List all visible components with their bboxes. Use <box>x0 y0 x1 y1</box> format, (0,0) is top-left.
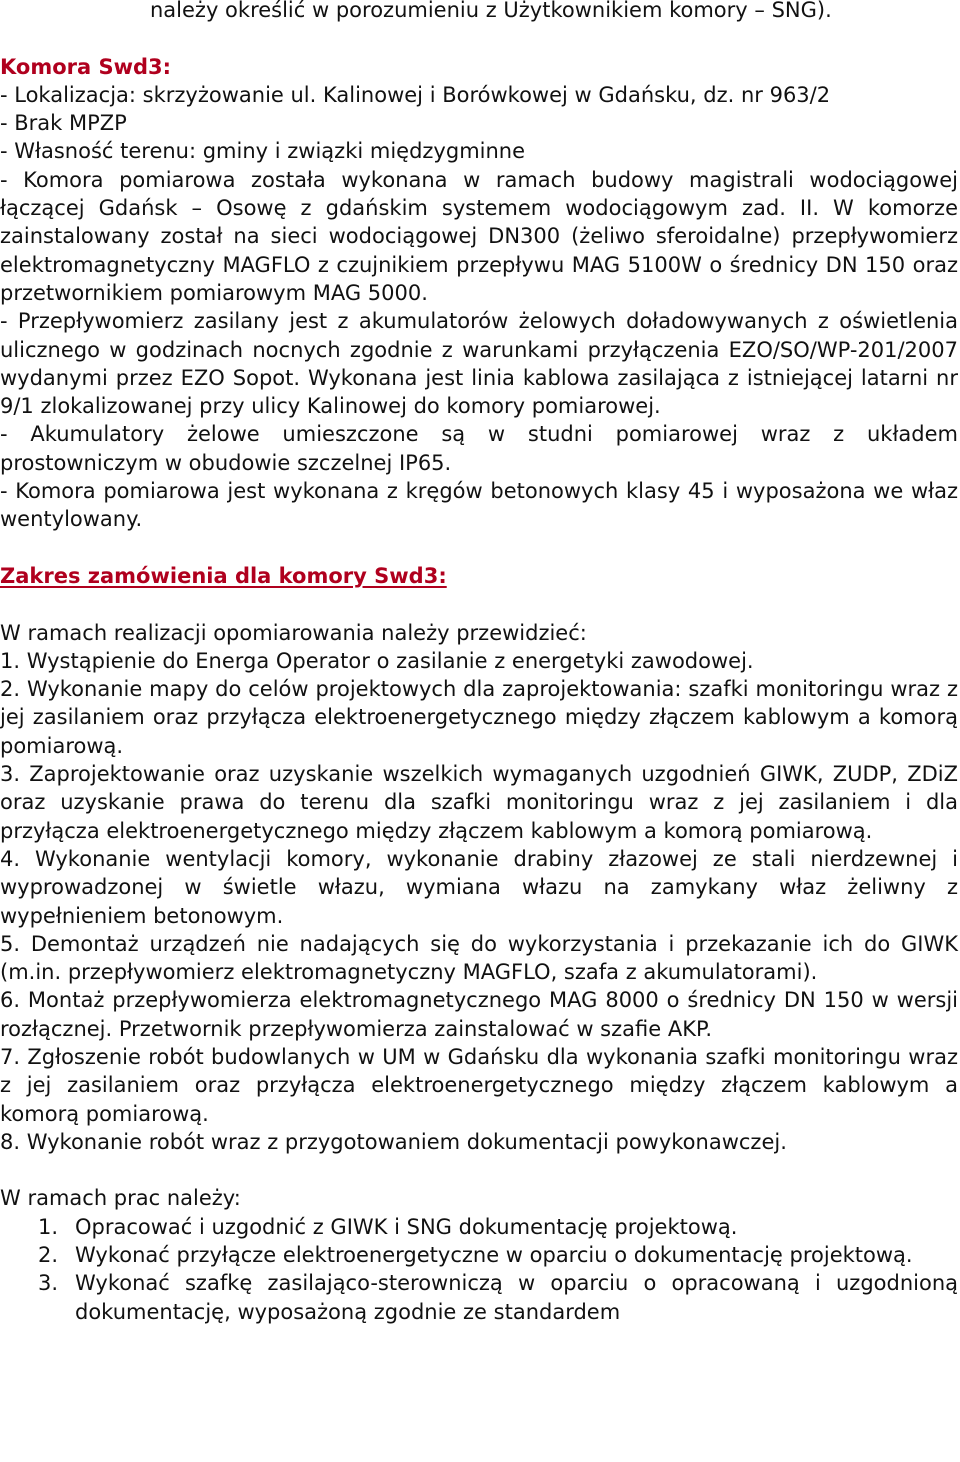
works-item-number: 2. <box>38 1243 59 1268</box>
works-item-number-cell <box>0 1269 75 1326</box>
spacer <box>0 534 958 562</box>
intro-tail: należy określić w porozumieniu z Użytkownikiem komory – SNG). <box>150 0 832 22</box>
spacer <box>0 24 958 52</box>
chamber-description <box>0 81 958 534</box>
chamber-line-power: - Przepływomierz zasilany jest z akumulatorów żelowych doładowywanych z oświetlenia ulicznego w godzinach nocnych zgodnie z warunkami przyłączenia EZO/SO/WP-201/2007 wydanymi przez EZO Sopot. Wykonana jest linia kablowa zasilająca z istniejącej latarni nr 9/1 zlokalizowanej przy ulicy Kalinowej do komory pomiarowej. <box>0 309 958 419</box>
works-item-number-cell <box>0 1241 75 1269</box>
scope-heading: Zakres zamówienia dla komory Swd3: <box>0 563 447 588</box>
works-item-number-cell <box>0 1213 75 1241</box>
chamber-line-location: - Lokalizacja: skrzyżowanie ul. Kalinowej i Borówkowej w Gdańsku, dz. nr 963/2 <box>0 82 831 107</box>
scope-item: 8. Wykonanie robót wraz z przygotowaniem dokumentacji powykonawczej. <box>0 1129 787 1154</box>
works-item-text: Wykonać szafkę zasilająco-sterowniczą w oparciu o opracowaną i uzgodnioną dokumentację, wyposażoną zgodnie ze standardem <box>75 1271 958 1324</box>
chamber-line-mpzp: - Brak MPZP <box>0 111 127 136</box>
works-item-number: 3. <box>38 1271 59 1296</box>
works-item <box>0 1241 958 1269</box>
chamber-heading: Komora Swd3: <box>0 54 172 79</box>
scope-item: 5. Demontaż urządzeń nie nadających się do wykorzystania i przekazanie ich do GIWK (m.in. przepływomierz elektromagnetyczny MAGFLO, szafa z akumulatorami). <box>0 931 958 985</box>
scope-item: 7. Zgłoszenie robót budowlanych w UM w Gdańsku dla wykonania szafki monitoringu wraz z jej zasilaniem oraz przyłącza elektroenergetycznego między złączem kablowym a komorą pomiarową. <box>0 1044 958 1126</box>
scope-item: 1. Wystąpienie do Energa Operator o zasilanie z energetyki zawodowej. <box>0 648 754 673</box>
scope-item: 2. Wykonanie mapy do celów projektowych dla zaprojektowania: szafki monitoringu wraz z jej zasilaniem oraz przyłącza elektroenergetycznego między złączem kablowym a komorą pomiarową. <box>0 677 958 758</box>
works-item-text: Opracować i uzgodnić z GIWK i SNG dokumentację projektową. <box>75 1214 738 1239</box>
scope-item: 3. Zaprojektowanie oraz uzyskanie wszelkich wymaganych uzgodnień GIWK, ZUDP, ZDiZ oraz uzyskanie prawa do terenu dla szafki monitoringu wraz z jej zasilaniem i dla przyłącza elektroenergetycznego między złączem kablowym a komorą pomiarową. <box>0 762 958 843</box>
scope-list <box>0 647 958 1156</box>
scope-intro: W ramach realizacji opomiarowania należy przewidzieć: <box>0 620 587 645</box>
chamber-line-construction: - Komora pomiarowa jest wykonana z kręgów betonowych klasy 45 i wyposażona we właz wentylowany. <box>0 479 958 532</box>
works-item-text: Wykonać przyłącze elektroenergetyczne w oparciu o dokumentację projektową. <box>75 1243 913 1268</box>
chamber-line-batteries: - Akumulatory żelowe umieszczone są w studni pomiarowej wraz z układem prostowniczym w obudowie szczelnej IP65. <box>0 422 958 475</box>
chamber-line-meter: - Komora pomiarowa została wykonana w ramach budowy magistrali wodociągowej łączącej Gdańsk – Osowę z gdańskim systemem wodociągowym zad. II. W komorze zainstalowany został na sieci wodociągowej DN300 (żeliwo sferoidalne) przepływomierz elektromagnetyczny MAGFLO z czujnikiem przepływu MAG 5100W o średnicy DN 150 oraz przetwornikiem pomiarowym MAG 5000. <box>0 167 958 305</box>
spacer <box>0 590 958 618</box>
chamber-line-ownership: - Własność terenu: gminy i związki międzygminne <box>0 139 526 164</box>
scope-item: 6. Montaż przepływomierza elektromagnetycznego MAG 8000 o średnicy DN 150 w wersji rozłącznej. Przetwornik przepływomierza zainstalować w szafie AKP. <box>0 988 958 1041</box>
works-intro: W ramach prac należy: <box>0 1186 241 1211</box>
works-list <box>0 1213 958 1326</box>
works-item-number: 1. <box>38 1214 59 1239</box>
works-item <box>0 1269 958 1326</box>
scope-item: 4. Wykonanie wentylacji komory, wykonanie drabiny złazowej ze stali nierdzewnej i wyprowadzonej w świetle włazu, wymiana włazu na zamykany właz żeliwny z wypełnieniem betonowym. <box>0 846 958 928</box>
spacer <box>0 1156 958 1184</box>
works-item <box>0 1213 958 1241</box>
